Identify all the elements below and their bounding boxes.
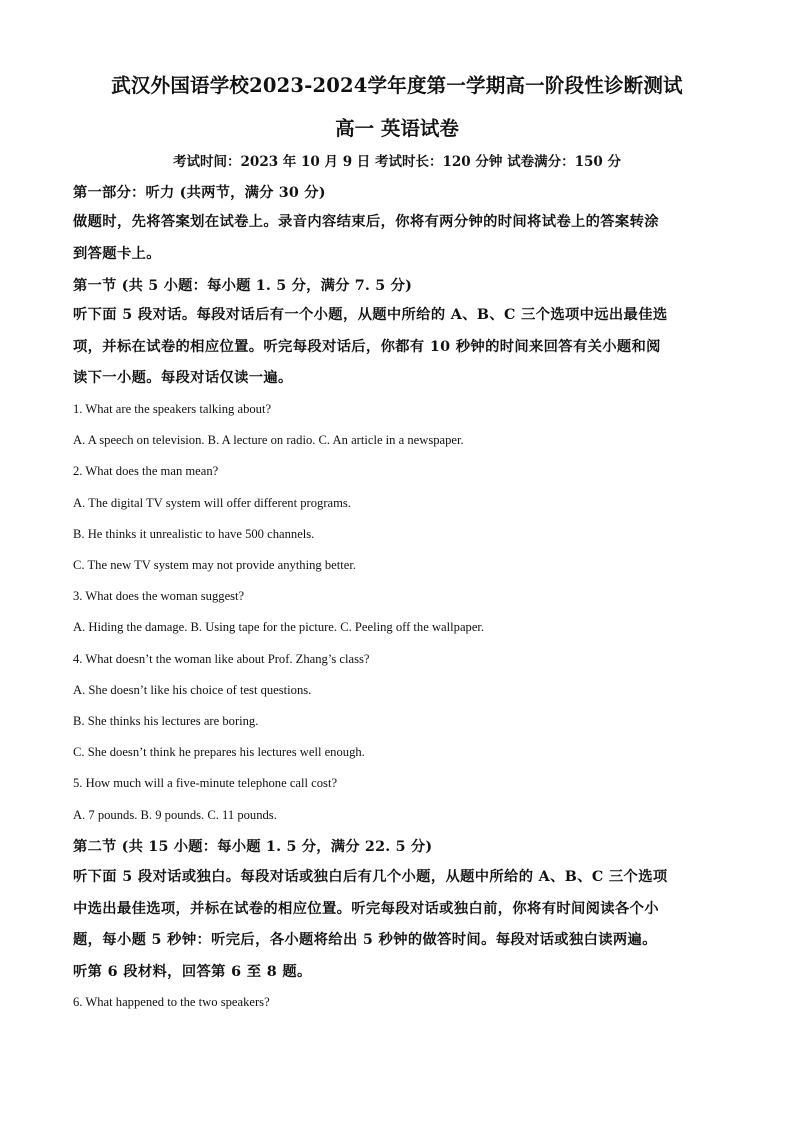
instruction-line: 中选出最佳选项，并标在试卷的相应位置。听完每段对话或独白前，你将有时间阅读各个小: [73, 900, 659, 917]
question-2-option-b: B. He thinks it unrealistic to have 500 channels.: [73, 527, 315, 541]
question-3: 3. What does the woman suggest?: [73, 589, 245, 603]
instruction-line: 听下面 5 段对话。每段对话后有一个小题，从题中所给的 A、B、C 三个选项中远出最佳选: [73, 307, 668, 323]
question-4-option-b: B. She thinks his lectures are boring.: [73, 714, 259, 728]
part1-heading: 第一部分：听力 (共两节，满分 30 分): [73, 185, 326, 201]
instruction-line: 读下一小题。每段对话仅读一遍。: [73, 370, 293, 386]
question-6: 6. What happened to the two speakers?: [73, 995, 270, 1009]
question-4-option-a: A. She doesn’t like his choice of test questions.: [73, 683, 312, 697]
question-2: 2. What does the man mean?: [73, 464, 219, 478]
exam-subtitle: 高一 英语试卷: [335, 117, 459, 140]
question-4: 4. What doesn’t the woman like about Prof. Zhang’s class?: [73, 652, 370, 666]
instruction-line: 题，每小题 5 秒钟：听完后，各小题将给出 5 秒钟的做答时间。每段对话或独白读两遍。: [73, 932, 657, 948]
section2-heading: 第二节 (共 15 小题：每小题 1. 5 分，满分 22. 5 分): [73, 839, 433, 855]
question-2-option-c: C. The new TV system may not provide anything better.: [73, 558, 356, 572]
exam-title: 武汉外国语学校2023-2024学年度第一学期高一阶段性诊断测试: [111, 74, 683, 97]
question-5-options: A. 7 pounds. B. 9 pounds. C. 11 pounds.: [73, 808, 277, 822]
exam-info: 考试时间：2023 年 10 月 9 日 考试时长：120 分钟 试卷满分：150 分: [173, 154, 621, 170]
section1-heading: 第一节 (共 5 小题：每小题 1. 5 分，满分 7. 5 分): [73, 278, 413, 294]
question-3-options: A. Hiding the damage. B. Using tape for the picture. C. Peeling off the wallpaper.: [73, 620, 485, 634]
instruction-line: 做题时，先将答案划在试卷上。录音内容结束后，你将有两分钟的时间将试卷上的答案转涂: [73, 214, 659, 230]
question-4-option-c: C. She doesn’t think he prepares his lectures well enough.: [73, 745, 365, 759]
question-1: 1. What are the speakers talking about?: [73, 402, 272, 416]
question-5: 5. How much will a five-minute telephone call cost?: [73, 776, 338, 790]
instruction-line: 项，并标在试卷的相应位置。听完每段对话后，你都有 10 秒钟的时间来回答有关小题和阅: [73, 338, 661, 355]
question-1-options: A. A speech on television. B. A lecture on radio. C. An article in a newspaper.: [73, 433, 464, 447]
part1-instructions: [73, 207, 723, 270]
section2-instructions: [73, 862, 723, 988]
instruction-line: 到答题卡上。: [73, 245, 161, 262]
section1-instructions: [73, 300, 723, 395]
question-2-option-a: A. The digital TV system will offer different programs.: [73, 496, 351, 510]
instruction-line: 听下面 5 段对话或独白。每段对话或独白后有几个小题，从题中所给的 A、B、C 三个选项: [73, 869, 668, 885]
instruction-line: 听第 6 段材料，回答第 6 至 8 题。: [73, 963, 312, 980]
